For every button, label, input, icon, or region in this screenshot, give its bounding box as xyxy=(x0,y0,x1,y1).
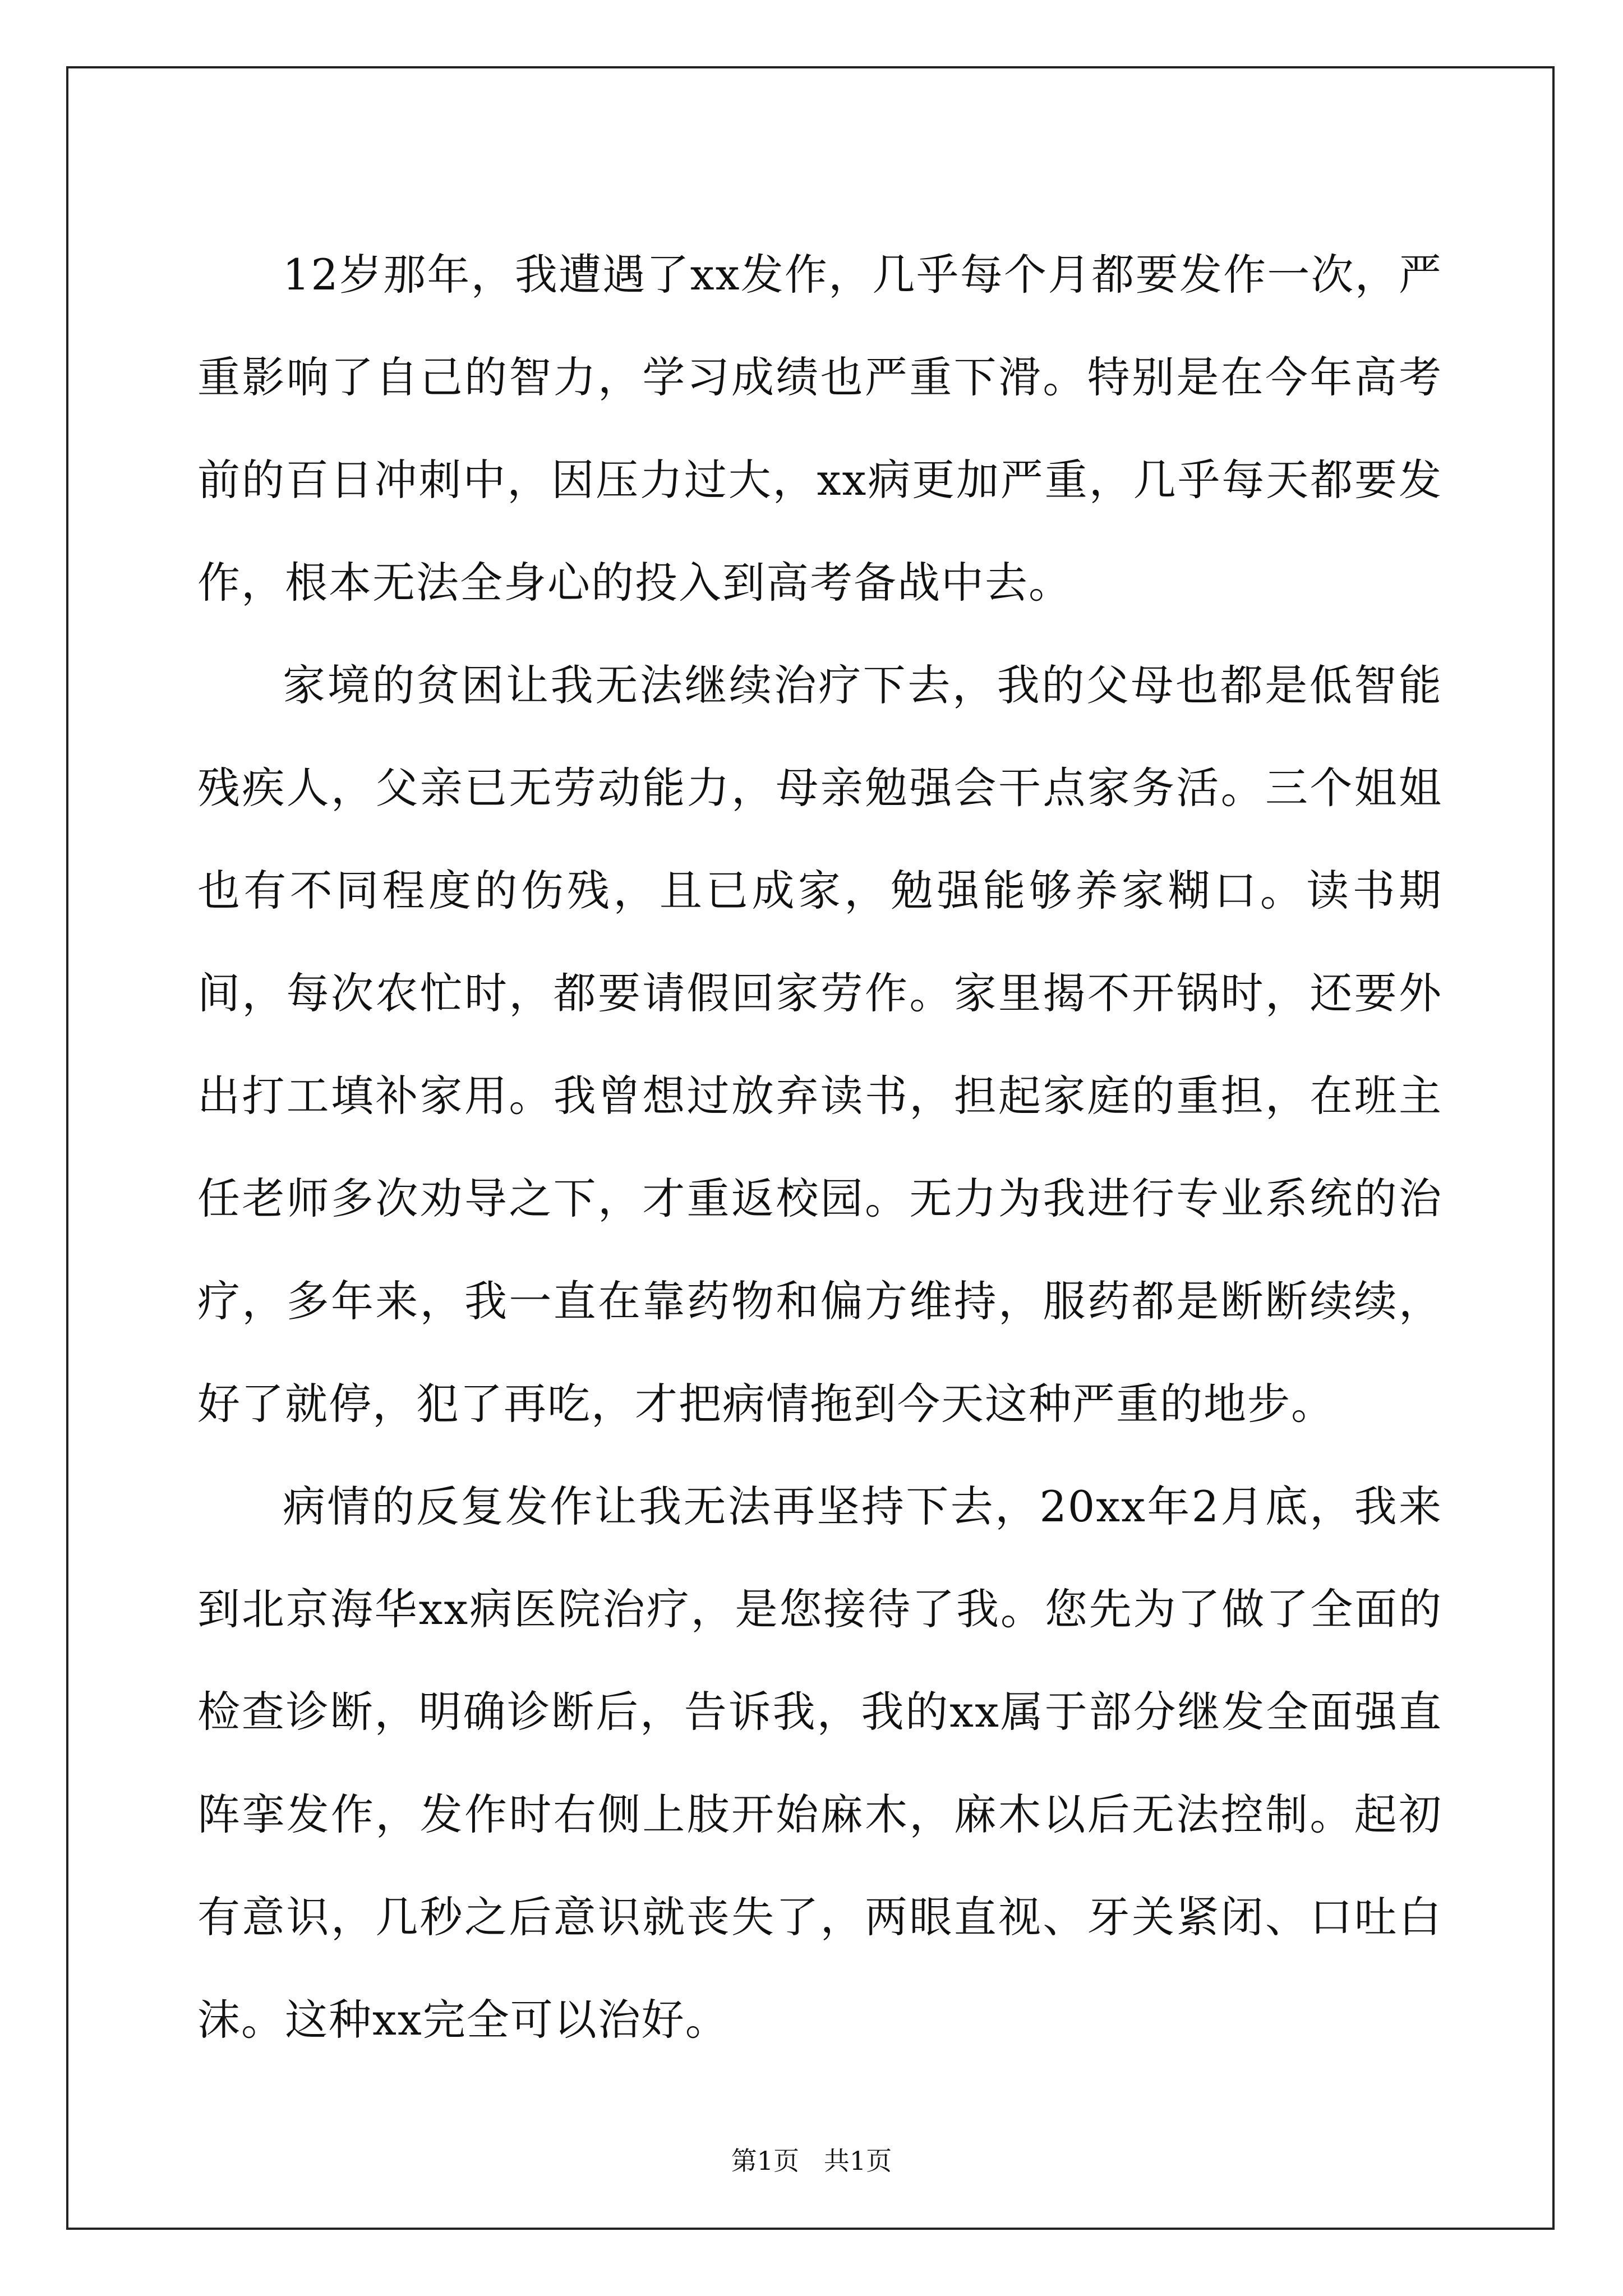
page-footer: 第1页 共1页 xyxy=(731,2146,892,2176)
document-body xyxy=(197,223,1442,2071)
paragraph-2: 家境的贫困让我无法继续治疗下去，我的父母也都是低智能残疾人，父亲已无劳动能力，母亲勉强会干点家务活。三个姐姐也有不同程度的伤残，且已成家，勉强能够养家糊口。读书期间，每次农忙时，都要请假回家劳作。家里揭不开锅时，还要外出打工填补家用。我曾想过放弃读书，担起家庭的重担，在班主任老师多次劝导之下，才重返校园。无力为我进行专业系统的治疗，多年来，我一直在靠药物和偏方维持，服药都是断断续续，好了就停，犯了再吃，才把病情拖到今天这种严重的地步。 xyxy=(197,660,1442,1429)
paragraph-1: 12岁那年，我遭遇了xx发作，几乎每个月都要发作一次，严重影响了自己的智力，学习成绩也严重下滑。特别是在今年高考前的百日冲刺中，因压力过大，xx病更加严重，几乎每天都要发作，根本无法全身心的投入到高考备战中去。 xyxy=(197,250,1442,608)
paragraph-3: 病情的反复发作让我无法再坚持下去，20xx年2月底，我来到北京海华xx病医院治疗，是您接待了我。您先为了做了全面的检查诊断，明确诊断后，告诉我，我的xx属于部分继发全面强直阵挛发作，发作时右侧上肢开始麻木，麻木以后无法控制。起初有意识，几秒之后意识就丧失了，两眼直视、牙关紧闭、口吐白沫。这种xx完全可以治好。 xyxy=(197,1481,1442,2045)
